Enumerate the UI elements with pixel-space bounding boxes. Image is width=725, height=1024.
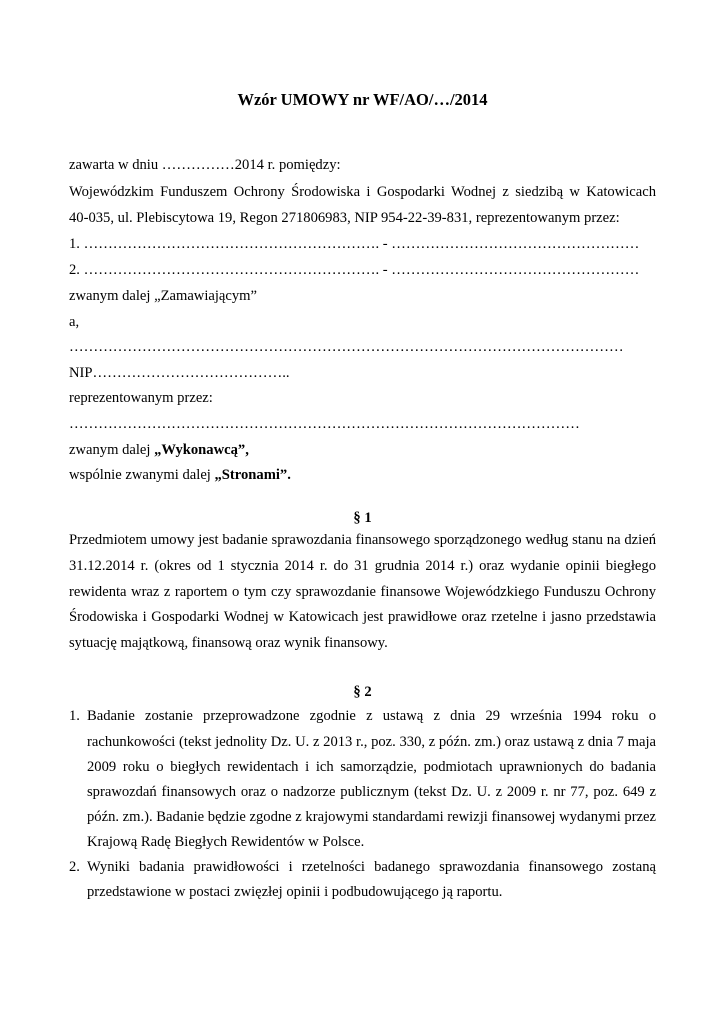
section-2-item-1-line: 2009 roku o biegłych rewidentach i ich samorządzie, podmiotach uprawnionych do badania	[87, 759, 656, 775]
contract-date-line: zawarta w dniu ……………2014 r. pomiędzy:	[69, 157, 341, 173]
representative-2: 2. ……………………………………………………. - ……………………………………………	[69, 262, 640, 278]
ordering-party-label: zwanym dalej „Zamawiającym”	[69, 288, 258, 304]
contractor-label-bold: „Wykonawcą”,	[154, 442, 249, 458]
contractor-label	[69, 441, 249, 459]
section-1-line: rewidenta wraz z raportem o tym czy sprawozdanie finansowe Wojewódzkiego Funduszu Ochrony	[69, 584, 656, 600]
section-1-line: Przedmiotem umowy jest badanie sprawozdania finansowego sporządzonego według stanu na dzień	[69, 532, 656, 548]
party1-line-1: Wojewódzkim Funduszem Ochrony Środowiska i Gospodarki Wodnej z siedzibą w Katowicach	[69, 184, 656, 200]
section-2-item-1-number: 1.	[69, 708, 80, 724]
parties-label-bold: „Stronami”.	[214, 467, 291, 483]
section-2-item-1-line: rachunkowości (tekst jednolity Dz. U. z 2013 r., poz. 330, z późn. zm.) oraz ustawą z dnia 7 maja	[87, 734, 656, 750]
section-1-line: 31.12.2014 r. (okres od 1 stycznia 2014 r. do 31 grudnia 2014 r.) oraz wydanie opinii biegłego	[69, 558, 656, 574]
section-2-item-1-line: sprawozdań finansowych oraz o nadzorze publicznym (tekst Dz. U. z 2009 r. nr 77, poz. 649 z	[87, 784, 656, 800]
party1-line-2: 40-035, ul. Plebiscytowa 19, Regon 271806983, NIP 954-22-39-831, reprezentowanym przez:	[69, 210, 620, 226]
parties-label-prefix: wspólnie zwanymi dalej	[69, 467, 215, 483]
section-1-heading: § 1	[353, 510, 372, 526]
section-2-item-1-line: Badanie zostanie przeprowadzone zgodnie z ustawą z dnia 29 września 1994 roku o	[87, 708, 656, 724]
representative-1: 1. ……………………………………………………. - ……………………………………………	[69, 236, 640, 252]
section-2-item-2-number: 2.	[69, 859, 80, 875]
document-title: Wzór UMOWY nr WF/AO/…/2014	[237, 90, 488, 109]
represented-by-label: reprezentowanym przez:	[69, 390, 213, 406]
section-2-item-1-line: Krajową Radę Biegłych Rewidentów w Polsce.	[87, 834, 365, 850]
section-1-line: Środowiska i Gospodarki Wodnej w Katowicach jest prawidłowe oraz rzetelne i jasno przedstawia	[69, 609, 656, 625]
contractor-representative-blank: ……………………………………………………………………………………………	[69, 416, 580, 432]
section-1-line: sytuację majątkową, finansową oraz wynik finansowy.	[69, 635, 388, 651]
contractor-nip-blank: NIP…………………………………..	[69, 365, 290, 381]
parties-label	[69, 466, 291, 484]
and-connector: a,	[69, 314, 80, 330]
section-2-item-2-line: przedstawione w postaci zwięzłej opinii i podbudowującego ją raportu.	[87, 884, 503, 900]
section-2-heading: § 2	[353, 684, 372, 700]
section-2-item-2-line: Wyniki badania prawidłowości i rzetelności badanego sprawozdania finansowego zostaną	[87, 859, 656, 875]
contractor-label-prefix: zwanym dalej	[69, 442, 155, 458]
contractor-name-blank: ……………………………………………………………………………………………………	[69, 339, 624, 355]
section-2-item-1-line: późn. zm.). Badanie będzie zgodne z krajowymi standardami rewizji finansowej wydanymi przez	[87, 809, 656, 825]
